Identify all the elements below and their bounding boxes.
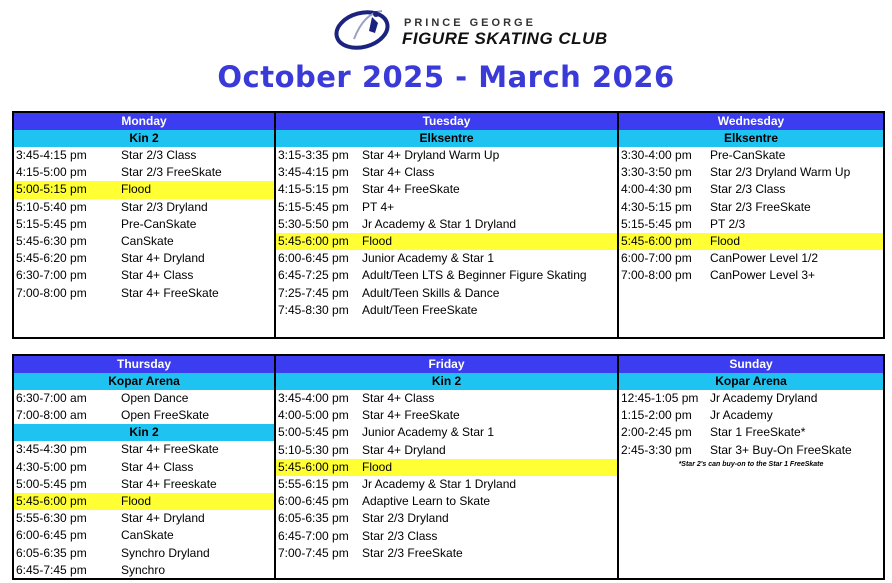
schedule-rows [14, 390, 274, 424]
time-cell: 5:00-5:15 pm [16, 182, 87, 197]
activity-cell: Jr Academy & Star 1 Dryland [362, 476, 517, 491]
schedule-row [14, 390, 274, 407]
schedule-row [276, 250, 617, 267]
schedule-row [619, 267, 883, 284]
time-cell: 6:30-7:00 am [16, 391, 87, 405]
time-cell: 5:45-6:00 pm [278, 233, 349, 248]
time-cell: 7:00-8:00 pm [621, 268, 692, 283]
time-cell: 1:15-2:00 pm [621, 408, 692, 423]
schedule-rows [14, 441, 274, 579]
activity-cell: PT 4+ [362, 199, 395, 214]
schedule-row [619, 181, 883, 198]
schedule-row [276, 493, 617, 510]
schedule-row [619, 442, 883, 459]
location-header: Elksentre [276, 130, 617, 147]
schedule-rows [276, 390, 617, 562]
activity-cell: Adaptive Learn to Skate [362, 494, 491, 509]
footnote: *Star 2's can buy-on to the Star 1 FreeSkate [678, 460, 824, 468]
time-cell: 5:00-5:45 pm [16, 476, 87, 491]
location-header: Kin 2 [276, 373, 617, 390]
org-name-line2: FIGURE SKATING CLUB [402, 29, 608, 48]
time-cell: 5:45-6:20 pm [16, 251, 87, 266]
day-header: Wednesday [619, 113, 883, 130]
activity-cell: Pre-CanSkate [710, 148, 786, 162]
flood-row [14, 493, 274, 510]
activity-cell: Flood [362, 233, 393, 248]
time-cell: 5:15-5:45 pm [278, 199, 349, 214]
activity-cell: Star 4+ Class [121, 459, 194, 474]
schedule-rows [14, 147, 274, 302]
activity-cell: Star 1 FreeSkate* [710, 425, 806, 440]
activity-cell: Flood [121, 182, 152, 197]
flood-row [14, 181, 274, 198]
schedule-rows [619, 147, 883, 285]
time-cell: 6:00-6:45 pm [278, 251, 349, 266]
schedule-rows [619, 390, 883, 459]
schedule-row [276, 424, 617, 441]
activity-cell: Open FreeSkate [121, 408, 210, 423]
activity-cell: Star 2/3 Dryland [121, 199, 208, 214]
location-header: Kin 2 [14, 130, 274, 147]
schedule-row [14, 250, 274, 267]
activity-cell: CanPower Level 1/2 [710, 251, 819, 266]
time-cell: 5:10-5:40 pm [16, 199, 87, 214]
time-cell: 3:15-3:35 pm [278, 148, 349, 162]
schedule-row [619, 424, 883, 441]
activity-cell: Star 2/3 Class [710, 182, 786, 197]
activity-cell: Star 3+ Buy-On FreeSkate [710, 442, 852, 457]
activity-cell: Synchro [121, 562, 166, 577]
day-header: Friday [276, 356, 617, 373]
time-cell: 6:05-6:35 pm [278, 511, 349, 526]
flood-row [276, 233, 617, 250]
location-header: Elksentre [619, 130, 883, 147]
schedule-row [14, 147, 274, 164]
schedule-row [14, 441, 274, 458]
activity-cell: Jr Academy [710, 408, 773, 423]
schedule-row [14, 233, 274, 250]
schedule-row [276, 510, 617, 527]
activity-cell: Star 2/3 Dryland [362, 511, 449, 526]
monday-panel [12, 111, 276, 339]
day-header: Sunday [619, 356, 883, 373]
time-cell: 3:45-4:15 pm [278, 165, 349, 180]
activity-cell: Adult/Teen LTS & Beginner Figure Skating [362, 268, 587, 283]
schedule-row [619, 147, 883, 164]
time-cell: 6:45-7:25 pm [278, 268, 349, 283]
time-cell: 5:45-6:30 pm [16, 233, 87, 248]
activity-cell: Star 4+ Freeskate [121, 476, 217, 491]
activity-cell: Flood [710, 233, 741, 248]
schedule-row [276, 285, 617, 302]
day-header: Tuesday [276, 113, 617, 130]
time-cell: 5:55-6:30 pm [16, 511, 87, 526]
time-cell: 5:45-6:00 pm [16, 493, 87, 508]
location-header: Kopar Arena [619, 373, 883, 390]
activity-cell: Star 4+ Class [121, 268, 194, 283]
time-cell: 3:30-4:00 pm [621, 148, 692, 162]
schedule-row [276, 390, 617, 407]
activity-cell: Star 2/3 Class [362, 528, 438, 543]
club-logo [334, 5, 614, 55]
activity-cell: PT 2/3 [710, 216, 746, 231]
activity-cell: Jr Academy & Star 1 Dryland [362, 216, 517, 231]
time-cell: 5:00-5:45 pm [278, 425, 349, 440]
schedule-row [619, 390, 883, 407]
schedule-rows [276, 147, 617, 319]
skater-logo-icon [334, 5, 394, 55]
activity-cell: Star 4+ Dryland Warm Up [362, 148, 500, 162]
schedule-row [619, 199, 883, 216]
schedule-row [276, 528, 617, 545]
activity-cell: Flood [121, 493, 152, 508]
schedule-row [14, 199, 274, 216]
schedule-row [14, 459, 274, 476]
schedule-row [14, 164, 274, 181]
time-cell: 12:45-1:05 pm [621, 391, 699, 405]
schedule-row [276, 267, 617, 284]
schedule-row [276, 302, 617, 319]
activity-cell: Star 2/3 Class [121, 148, 197, 162]
time-cell: 5:45-6:00 pm [278, 459, 349, 474]
time-cell: 5:15-5:45 pm [16, 216, 87, 231]
time-cell: 7:25-7:45 pm [278, 285, 349, 300]
schedule-row [619, 164, 883, 181]
time-cell: 4:15-5:00 pm [16, 165, 87, 180]
schedule-row [14, 285, 274, 302]
time-cell: 7:00-8:00 am [16, 408, 87, 423]
friday-panel [274, 354, 619, 580]
activity-cell: Star 4+ FreeSkate [362, 408, 460, 423]
activity-cell: Pre-CanSkate [121, 216, 197, 231]
location-header: Kin 2 [14, 424, 274, 441]
activity-cell: CanSkate [121, 233, 174, 248]
schedule-row [276, 216, 617, 233]
time-cell: 4:00-4:30 pm [621, 182, 692, 197]
activity-cell: Star 4+ FreeSkate [362, 182, 460, 197]
time-cell: 6:00-6:45 pm [278, 494, 349, 509]
activity-cell: Star 4+ FreeSkate [121, 442, 219, 457]
schedule-row [14, 510, 274, 527]
time-cell: 2:45-3:30 pm [621, 442, 692, 457]
schedule-row [14, 562, 274, 579]
activity-cell: Star 4+ Class [362, 165, 435, 180]
flood-row [619, 233, 883, 250]
time-cell: 6:00-7:00 pm [621, 251, 692, 266]
day-header: Thursday [14, 356, 274, 373]
schedule-row [276, 199, 617, 216]
schedule-row [14, 216, 274, 233]
activity-cell: Adult/Teen Skills & Dance [362, 285, 500, 300]
day-header: Monday [14, 113, 274, 130]
schedule-row [14, 527, 274, 544]
thursday-panel [12, 354, 276, 580]
location-header: Kopar Arena [14, 373, 274, 390]
activity-cell: Junior Academy & Star 1 [362, 425, 495, 440]
sunday-panel [617, 354, 885, 580]
schedule-row [276, 545, 617, 562]
time-cell: 7:45-8:30 pm [278, 302, 349, 317]
time-cell: 5:10-5:30 pm [278, 442, 349, 457]
time-cell: 3:30-3:50 pm [621, 165, 692, 180]
activity-cell: Star 4+ Dryland [121, 511, 205, 526]
schedule-row [276, 442, 617, 459]
schedule-row [14, 545, 274, 562]
time-cell: 4:30-5:00 pm [16, 459, 87, 474]
schedule-row [619, 250, 883, 267]
schedule-row [276, 147, 617, 164]
page-title: October 2025 - March 2026 [217, 60, 675, 94]
org-name-line1: PRINCE GEORGE [404, 17, 536, 29]
activity-cell: Adult/Teen FreeSkate [362, 302, 478, 317]
time-cell: 6:45-7:45 pm [16, 562, 87, 577]
time-cell: 3:45-4:00 pm [278, 391, 349, 405]
time-cell: 6:00-6:45 pm [16, 528, 87, 543]
time-cell: 3:45-4:30 pm [16, 442, 87, 457]
activity-cell: Synchro Dryland [121, 545, 210, 560]
activity-cell: Flood [362, 459, 393, 474]
activity-cell: Open Dance [121, 391, 189, 405]
schedule-row [276, 164, 617, 181]
schedule-row [619, 407, 883, 424]
activity-cell: Star 2/3 FreeSkate [710, 199, 811, 214]
time-cell: 6:30-7:00 pm [16, 268, 87, 283]
activity-cell: Star 2/3 FreeSkate [121, 165, 222, 180]
time-cell: 4:00-5:00 pm [278, 408, 349, 423]
activity-cell: Jr Academy Dryland [710, 391, 818, 405]
time-cell: 5:30-5:50 pm [278, 216, 349, 231]
time-cell: 5:45-6:00 pm [621, 233, 692, 248]
wednesday-panel [617, 111, 885, 339]
activity-cell: Star 4+ Dryland [121, 251, 205, 266]
time-cell: 7:00-8:00 pm [16, 285, 87, 300]
tuesday-panel [274, 111, 619, 339]
time-cell: 5:55-6:15 pm [278, 476, 349, 491]
flood-row [276, 459, 617, 476]
activity-cell: CanPower Level 3+ [710, 268, 816, 283]
time-cell: 2:00-2:45 pm [621, 425, 692, 440]
schedule-row [14, 267, 274, 284]
activity-cell: Junior Academy & Star 1 [362, 251, 495, 266]
schedule-row [14, 476, 274, 493]
time-cell: 5:15-5:45 pm [621, 216, 692, 231]
activity-cell: Star 4+ Dryland [362, 442, 446, 457]
schedule-row [14, 407, 274, 424]
activity-cell: Star 4+ Class [362, 391, 435, 405]
activity-cell: Star 2/3 Dryland Warm Up [710, 165, 851, 180]
activity-cell: Star 4+ FreeSkate [121, 285, 219, 300]
time-cell: 4:30-5:15 pm [621, 199, 692, 214]
activity-cell: Star 2/3 FreeSkate [362, 545, 463, 560]
time-cell: 3:45-4:15 pm [16, 148, 87, 162]
time-cell: 6:05-6:35 pm [16, 545, 87, 560]
schedule-row [276, 407, 617, 424]
time-cell: 6:45-7:00 pm [278, 528, 349, 543]
schedule-row [276, 181, 617, 198]
schedule-row [276, 476, 617, 493]
schedule-row [619, 216, 883, 233]
activity-cell: CanSkate [121, 528, 174, 543]
time-cell: 4:15-5:15 pm [278, 182, 349, 197]
time-cell: 7:00-7:45 pm [278, 545, 349, 560]
